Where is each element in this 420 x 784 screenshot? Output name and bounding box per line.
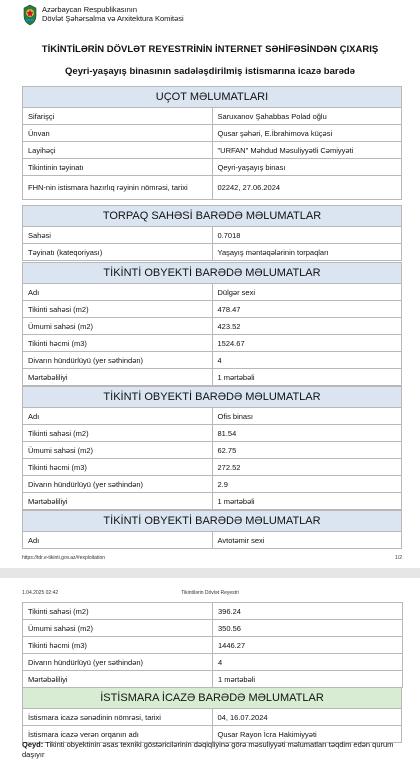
row-label: Layihəçi: [23, 142, 213, 159]
note-label: Qeyd:: [22, 740, 44, 749]
row-value: 478.47: [212, 301, 402, 318]
page-separator: [0, 568, 420, 578]
row-value: Avtotəmir sexi: [212, 532, 402, 549]
row-label: Təyinatı (kateqoriyası): [23, 244, 213, 261]
org-line-2: Dövlət Şəhərsalma və Arxitektura Komitəsi: [42, 14, 184, 23]
building-object-table-2: [22, 386, 402, 510]
row-value: Yaşayış məntəqələrinin torpaqları: [212, 244, 402, 261]
row-value: 396.24: [213, 603, 403, 620]
row-value: 2.9: [212, 476, 402, 493]
document-title: TİKİNTİLƏRİN DÖVLƏT REYESTRİNİN İNTERNET SƏHİFƏSİNDƏN ÇIXARIŞ: [41, 44, 379, 55]
row-value: 1 mərtəbəli: [213, 671, 403, 688]
row-label: Tikintinin təyinatı: [23, 159, 213, 176]
coat-of-arms-icon: [22, 4, 38, 26]
row-label: Tikinti həcmi (m3): [23, 459, 213, 476]
row-label: Divarın hündürlüyü (yer səthindən): [23, 352, 213, 369]
row-label: Tikinti həcmi (m3): [23, 637, 213, 654]
section-header-land: TORPAQ SAHƏSİ BARƏDƏ MƏLUMATLAR: [23, 206, 402, 227]
row-label: Mərtəbəliliyi: [23, 493, 213, 510]
row-value: "URFAN" Məhdud Məsuliyyətli Cəmiyyəti: [212, 142, 402, 159]
footer-url[interactable]: https://tdr.e-tikinti.gov.az/#exploitation: [22, 555, 106, 561]
section-header-accounting: UÇOT MƏLUMATLARI: [23, 87, 402, 108]
row-label: İstismara icazə sənədinin nömrəsi, tarixi: [23, 709, 213, 726]
row-value: 1 mərtəbəli: [212, 369, 402, 386]
row-label: Ümumi sahəsi (m2): [23, 318, 213, 335]
row-label: FHN-nin istismara hazırlıq rəyinin nömrəsi, tarixi: [23, 176, 213, 200]
row-value: Qusar Rayon İcra Hakimiyyəti: [212, 726, 402, 743]
row-value: 1524.67: [212, 335, 402, 352]
row-label: Ümumi sahəsi (m2): [23, 620, 213, 637]
row-value: Ofis binası: [212, 408, 402, 425]
row-label: Adı: [23, 408, 213, 425]
accounting-table: [22, 86, 402, 200]
building-object-table-3-continued: [22, 602, 403, 688]
issuing-organization: [42, 5, 184, 23]
row-value: Qusar şəhəri, E.İbrahimova küçəsi: [212, 125, 402, 142]
row-value: Saruxanov Şahabbas Polad oğlu: [212, 108, 402, 125]
section-header-permit: İSTİSMARA İCAZƏ BARƏDƏ MƏLUMATLAR: [23, 688, 402, 709]
row-value: 1 mərtəbəli: [212, 493, 402, 510]
print-header-title: Tikintilərin Dövlət Reyestri: [181, 590, 239, 596]
row-label: Ünvan: [23, 125, 213, 142]
page-number: 1/2: [395, 555, 402, 561]
row-value: 81.54: [212, 425, 402, 442]
section-header-object: TİKİNTİ OBYEKTİ BARƏDƏ MƏLUMATLAR: [23, 511, 402, 532]
row-value: 0.7018: [212, 227, 402, 244]
row-value: Qeyri-yaşayış binası: [212, 159, 402, 176]
building-object-table-3: [22, 510, 402, 549]
org-line-1: Azərbaycan Respublikasının: [42, 5, 138, 14]
row-label: Adı: [23, 532, 213, 549]
row-label: Tikinti sahəsi (m2): [23, 425, 213, 442]
section-header-object: TİKİNTİ OBYEKTİ BARƏDƏ MƏLUMATLAR: [23, 263, 402, 284]
row-label: Tikinti həcmi (m3): [23, 335, 213, 352]
row-value: 423.52: [212, 318, 402, 335]
document-subtitle: Qeyri-yaşayış binasının sadələşdirilmiş istismarına icazə barədə: [65, 66, 355, 77]
row-label: Sahəsi: [23, 227, 213, 244]
section-header-object: TİKİNTİ OBYEKTİ BARƏDƏ MƏLUMATLAR: [23, 387, 402, 408]
row-label: Mərtəbəliliyi: [23, 369, 213, 386]
row-value: 62.75: [212, 442, 402, 459]
note-body: Tikinti obyektinin əsas texniki göstəricilərinin dəqiqliyinə görə məsuliyyəti məlumatları təqdim edən qurum daşıyır: [22, 740, 394, 759]
row-value: 04, 16.07.2024: [212, 709, 402, 726]
row-label: Mərtəbəliliyi: [23, 671, 213, 688]
print-datetime: 1.04.2025 02:42: [22, 590, 59, 596]
row-label: Sifarişçi: [23, 108, 213, 125]
note-text: [22, 740, 402, 760]
row-label: Ümumi sahəsi (m2): [23, 442, 213, 459]
land-table: [22, 205, 402, 261]
row-value: 4: [213, 654, 403, 671]
row-label: Divarın hündürlüyü (yer səthindən): [23, 654, 213, 671]
row-value: 02242, 27.06.2024: [212, 176, 402, 200]
row-label: Tikinti sahəsi (m2): [23, 301, 213, 318]
row-label: Tikinti sahəsi (m2): [23, 603, 213, 620]
row-value: Dülgər sexi: [212, 284, 402, 301]
row-value: 272.52: [212, 459, 402, 476]
row-label: Adı: [23, 284, 213, 301]
permit-table: [22, 687, 402, 743]
row-value: 350.56: [213, 620, 403, 637]
building-object-table-1: [22, 262, 402, 386]
document-page-2: [0, 578, 420, 784]
row-label: İstismara icazə verən orqanın adı: [23, 726, 213, 743]
row-value: 1446.27: [213, 637, 403, 654]
row-label: Divarın hündürlüyü (yer səthindən): [23, 476, 213, 493]
row-value: 4: [212, 352, 402, 369]
